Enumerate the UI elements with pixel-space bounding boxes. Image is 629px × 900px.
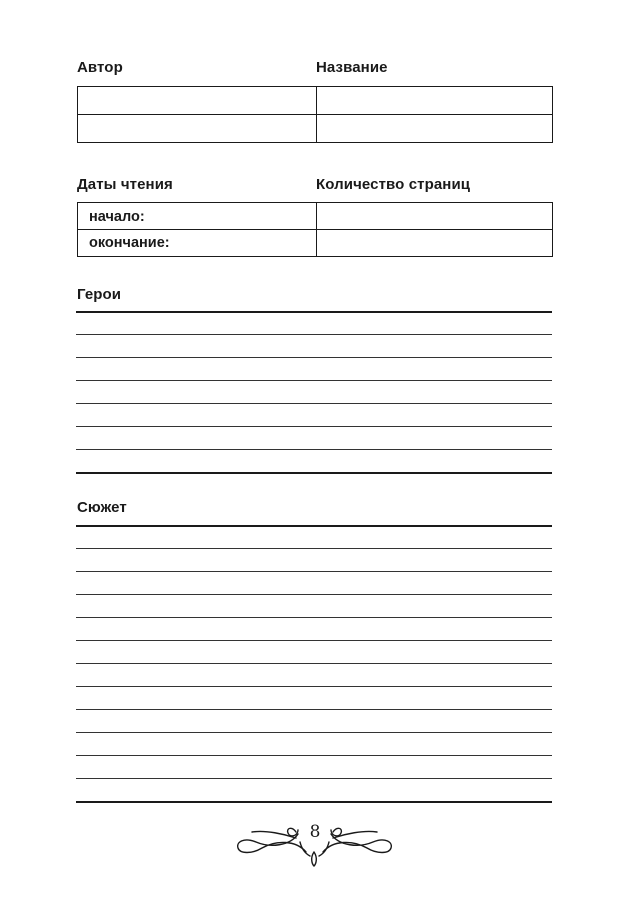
page-footer [0,812,629,872]
plot-lines[interactable] [76,0,552,810]
title-label: Название [316,59,388,76]
author-label: Автор [77,59,123,76]
start-date-label: начало: [89,209,145,225]
reading-dates-label: Даты чтения [77,176,173,193]
ruled-line [76,709,552,710]
ruled-line [76,548,552,549]
ruled-line [76,571,552,572]
page-number: 8 [309,822,321,842]
ruled-line [76,686,552,687]
end-date-label: окончание: [89,235,170,251]
ruled-line [76,663,552,664]
page-count-label: Количество страниц [316,176,471,193]
plot-label: Сюжет [77,499,127,516]
ruled-line [76,594,552,595]
ruled-line [76,778,552,779]
flourish-ornament-icon [0,812,629,872]
ruled-line [76,801,552,803]
ruled-line [76,755,552,756]
heroes-label: Герои [77,286,122,303]
ruled-line [76,617,552,618]
ruled-line [76,732,552,733]
ruled-line [76,640,552,641]
ruled-line [76,525,552,527]
